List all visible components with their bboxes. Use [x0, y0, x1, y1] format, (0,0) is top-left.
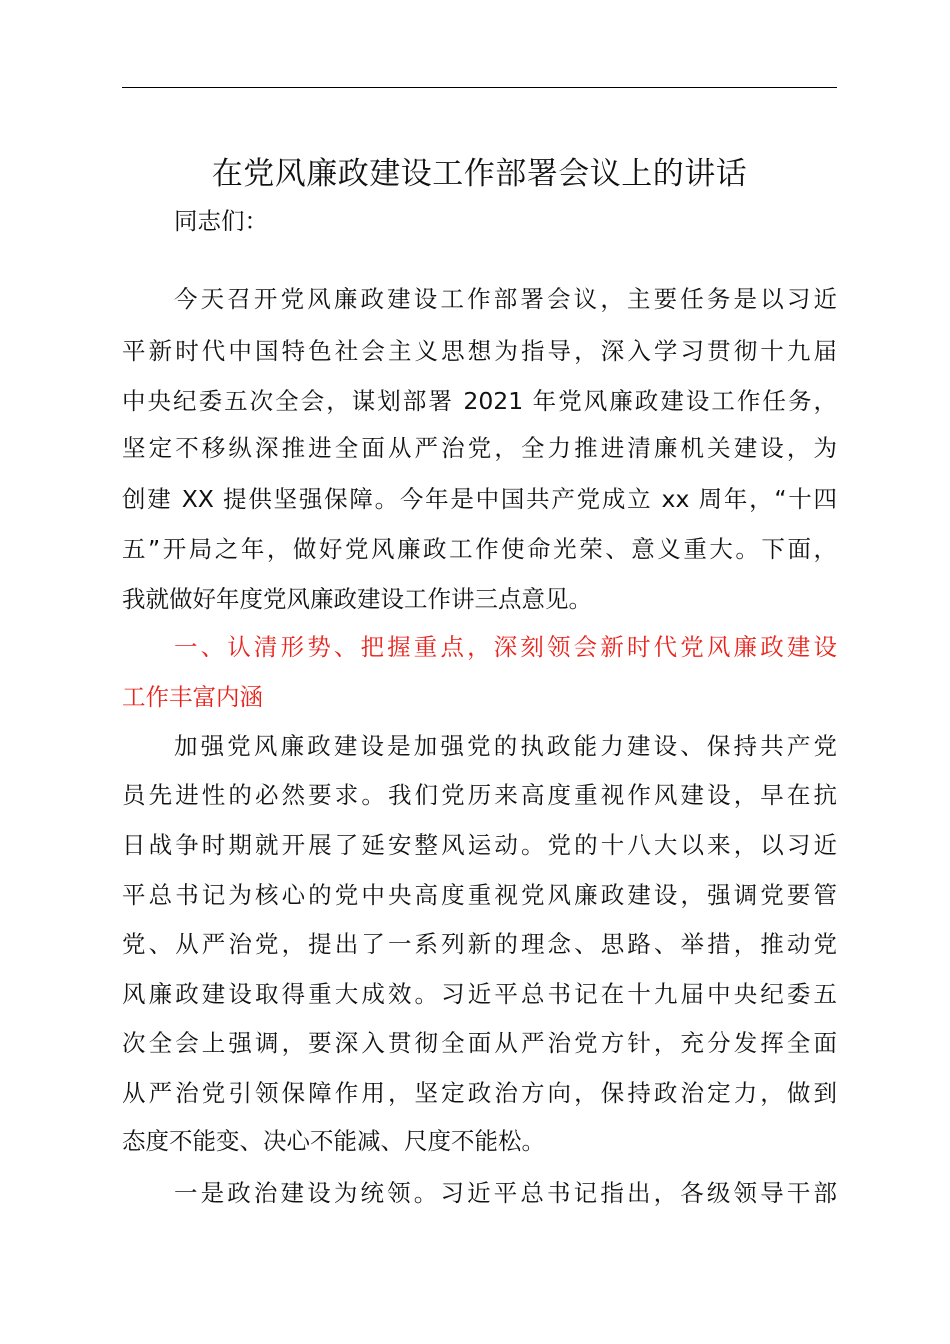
salutation: 同志们：	[174, 207, 268, 235]
heading-line: 一、认清形势、把握重点，深刻领会新时代党风廉政建设	[174, 633, 837, 661]
paragraph-line: 中央纪委五次全会，谋划部署 2021 年党风廉政建设工作任务，	[122, 387, 837, 415]
paragraph-line: 日战争时期就开展了延安整风运动。党的十八大以来，以习近	[122, 831, 837, 859]
paragraph-line: 我就做好年度党风廉政建设工作讲三点意见。	[122, 585, 592, 613]
paragraph-line: 次全会上强调，要深入贯彻全面从严治党方针，充分发挥全面	[122, 1029, 837, 1057]
paragraph-line: 党、从严治党，提出了一系列新的理念、思路、举措，推动党	[122, 930, 837, 958]
paragraph-line: 加强党风廉政建设是加强党的执政能力建设、保持共产党	[174, 732, 837, 760]
paragraph-line: 平新时代中国特色社会主义思想为指导，深入学习贯彻十九届	[122, 337, 837, 365]
paragraph-line: 从严治党引领保障作用，坚定政治方向，保持政治定力，做到	[122, 1079, 837, 1107]
paragraph-line: 五”开局之年，做好党风廉政工作使命光荣、意义重大。下面，	[122, 535, 837, 563]
paragraph-line: 一是政治建设为统领。习近平总书记指出，各级领导干部	[174, 1179, 837, 1207]
header-rule	[122, 87, 837, 88]
heading-line: 工作丰富内涵	[122, 683, 263, 711]
paragraph-line: 员先进性的必然要求。我们党历来高度重视作风建设，早在抗	[122, 781, 837, 809]
paragraph-line: 创建 XX 提供坚强保障。今年是中国共产党成立 xx 周年，“十四	[122, 485, 837, 513]
speech-title: 在党风廉政建设工作部署会议上的讲话	[211, 156, 748, 192]
paragraph-line: 态度不能变、决心不能减、尺度不能松。	[122, 1127, 545, 1155]
paragraph-line: 平总书记为核心的党中央高度重视党风廉政建设，强调党要管	[122, 881, 837, 909]
paragraph-line: 今天召开党风廉政建设工作部署会议，主要任务是以习近	[174, 285, 837, 313]
paragraph-line: 坚定不移纵深推进全面从严治党，全力推进清廉机关建设，为	[122, 434, 837, 462]
paragraph-line: 风廉政建设取得重大成效。习近平总书记在十九届中央纪委五	[122, 980, 837, 1008]
